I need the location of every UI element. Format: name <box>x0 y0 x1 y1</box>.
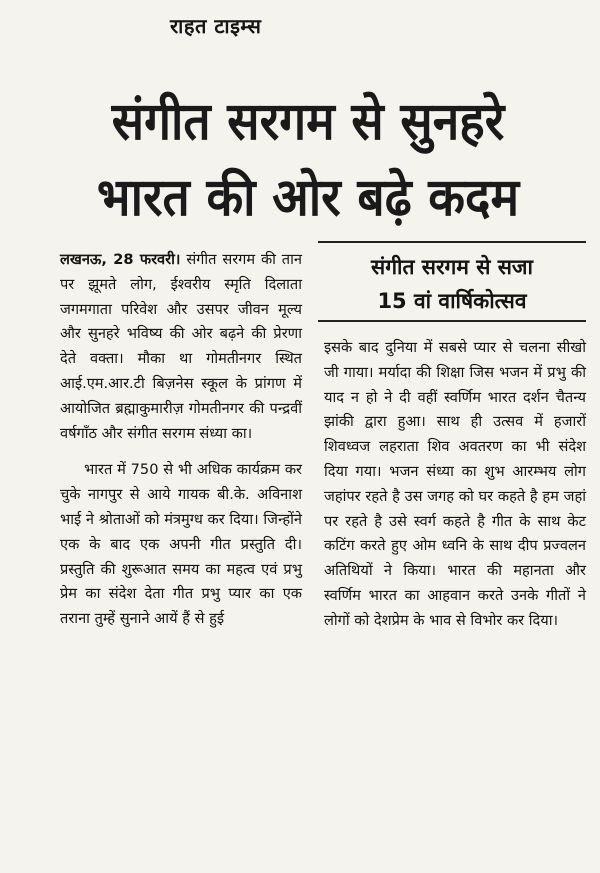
left-paragraph-2: भारत में 750 से भी अधिक कार्यक्रम कर चुके नागपुर से आये गायक बी.के. अविनाश भाई ने श्रोताओं को मंत्रमुग्ध कर दिया। जिन्होंने एक के बाद एक अपनी गीत प्रस्तुति दी। प्रस्तुति की शुरूआत समय का महत्व एवं प्रभु प्रेम का संदेश देता गीत प्रभु प्यार का एक तराना तुम्हें सुनाने आयें हैं से हुई <box>60 461 302 628</box>
left-paragraph-1 <box>60 248 302 446</box>
subhead-bottom-rule <box>318 320 586 322</box>
subhead-top-rule <box>318 241 586 243</box>
headline-line-2: भारत की ओर बढ़े कदम <box>96 168 520 228</box>
subhead-line-2: 15 वां वार्षिकोत्सव <box>377 289 527 313</box>
right-column <box>324 336 586 634</box>
left-column <box>60 248 302 632</box>
masthead: राहत टाइम्स <box>170 14 262 38</box>
subhead-line-1: संगीत सरगम से सजा <box>371 255 533 279</box>
dateline: लखनऊ, 28 फरवरी। <box>60 251 181 268</box>
subhead <box>318 250 586 318</box>
left-paragraph-1-text: संगीत सरगम की तान पर झूमते लोग, ईश्वरीय स्मृति दिलाता जगमगाता परिवेश और उसपर जीवन मूल्य और सुनहरे भविष्य की ओर बढ़ने की प्रेरणा देते वक्ता। मौका था गोमतीनगर स्थित आई.एम.आर.टी बिज़नेस स्कूल के प्रांगण में आयोजित ब्रह्माकुमारीज़ गोमतीनगर की पन्द्रवीं वर्षगाँठ और संगीत सरगम संध्या का। <box>60 251 303 442</box>
right-paragraph: इसके बाद दुनिया में सबसे प्यार से चलना सीखो जी गाया। मर्यादा की शिक्षा जिस भजन में प्रभु की याद न हो ने दी वहीं स्वर्णिम भारत दर्शन चैतन्य झांकी द्वारा हुआ। साथ ही उत्सव में हजारों शिवध्वज लहराता शिव अवतरण का भी संदेश दिया गया। भजन संध्या का शुभ आरम्भय लोग जहांपर रहते है उस जगह को घर कहते है हम जहां पर रहते है उसे स्वर्ग कहते है गीत के साथ केट कटिंग करते हुए ओम ध्वनि के साथ दीप प्रज्वलन अतिथियों ने किया। भारत की महानता और स्वर्णिम भारत का आहवान करते उनके गीतों ने लोगों को देशप्रेम के भाव से विभोर कर दिया। <box>324 339 586 629</box>
headline <box>28 84 588 236</box>
headline-line-1: संगीत सरगम से सुनहरे <box>111 92 505 152</box>
